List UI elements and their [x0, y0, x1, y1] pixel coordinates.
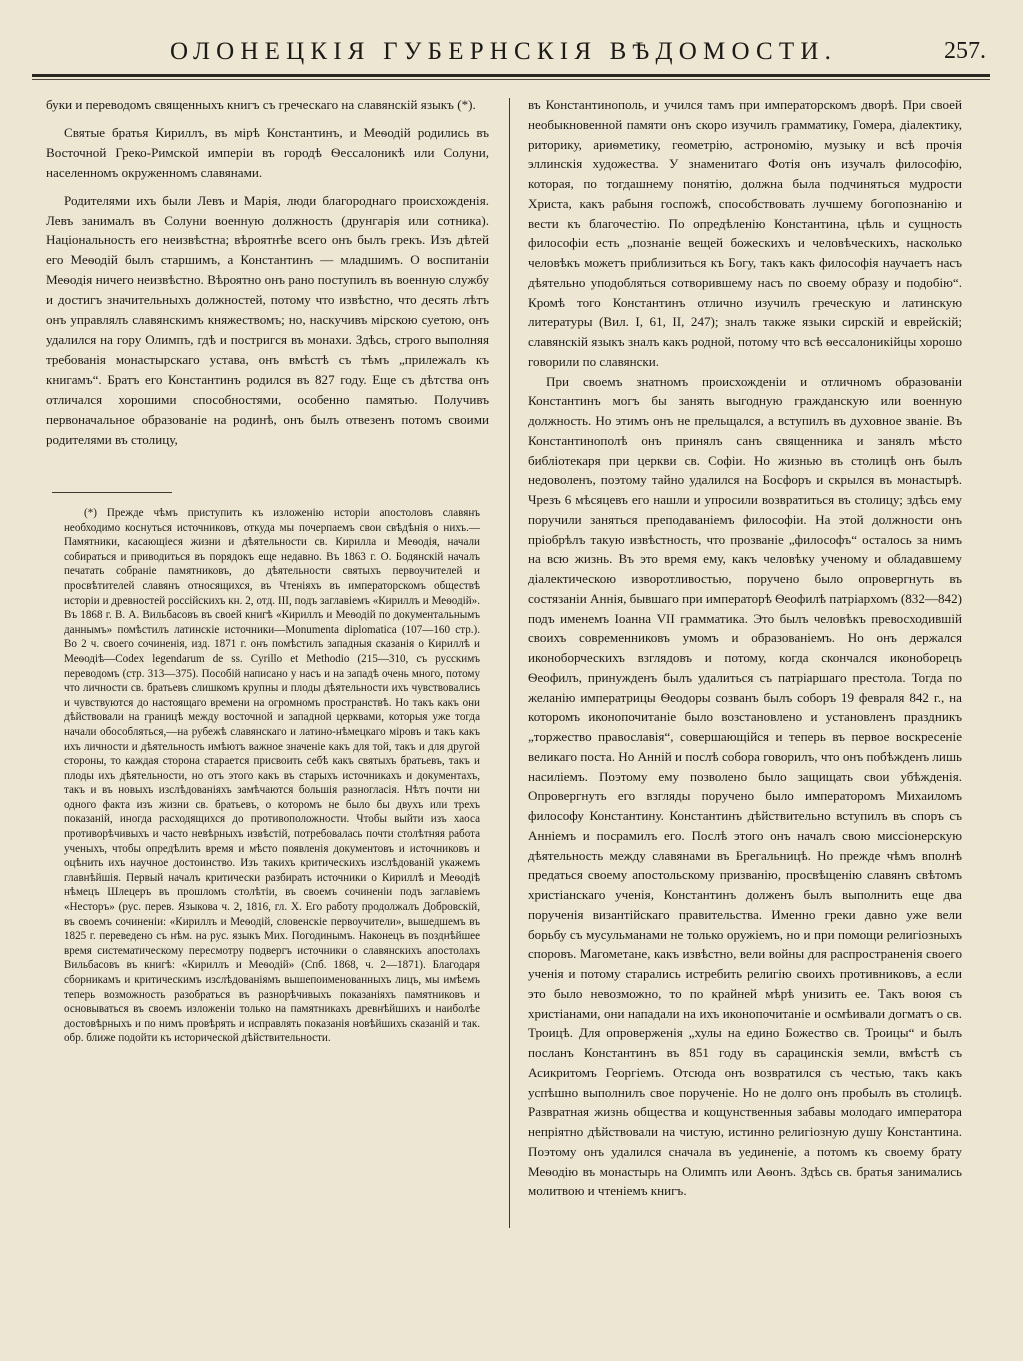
footnote-text: (*) Прежде чѣмъ приступить къ изложенію исторіи апостоловъ славянъ необходимо коснуться источниковъ, откуда мы почерпаемъ свои свѣдѣнія о нихъ.—Памятники, касающіеся жизни и дѣятельности св. Кирилла и Меѳодія, начали собираться и приводиться въ порядокъ еще недавно. Въ 1863 г. О. Бодянскій началъ печатать собраніе памятниковъ, до дѣятельности святыхъ первоучителей и просвѣтителей славянъ относящихся, въ Чтеніяхъ въ императорскомъ обществѣ исторіи и древностей россійскихъ кн. 2, отд. III, подъ заглавіемъ «Кириллъ и Меѳодій». Въ 1868 г. В. А. Вильбасовъ въ своей книгѣ «Кириллъ и Меѳодій по документальнымъ даннымъ» помѣстилъ латинскіе источники—Monumenta diplomatica (107—160 стр.). Во 2 ч. своего сочиненія, изд. 1871 г. онъ помѣстилъ западныя сказанія о Кириллѣ и Меѳодіѣ—Codex legendarum de ss. Cyrillo et Methodio (215—310, съ русскимъ переводомъ (стр. 313—375). Пособій написано у насъ и на западѣ очень много, потому что личности св. братьевъ слишкомъ крупны и плоды дѣятельности ихъ чувствовались и чувствуются до настоящаго времени на огромномъ пространствѣ. Но такъ какъ они дѣйствовали на границѣ между восточной и западной церквами, которыя уже тогда начали обособляться,—на рубежѣ славянскаго и латино-нѣмецкаго міровъ и такъ какъ ихъ личности и дѣятельность имѣютъ важное значеніе какъ для той, такъ и для другой стороны, то каждая сторона старается присвоить себѣ какъ святыхъ братьевъ, такъ и плоды ихъ дѣятельности, но отъ этого какъ въ старыхъ источникахъ и документахъ, такъ и въ новыхъ изслѣдованіяхъ замѣчаются большія разногласія. Нѣтъ почти ни одного факта изъ жизни св. братьевъ, о которомъ не было бы двухъ или трехъ показаній, иногда расходящихся до противоположности. Чтобы выйти изъ хаоса противорѣчивыхъ и часто невѣрныхъ извѣстій, потребовалась почти столѣтняя работа ученыхъ, чтобы опредѣлить время и мѣсто появленія документовъ и источниковъ и оцѣнить ихъ научное достоинство. Изъ такихъ критическихъ изслѣдованій укажемъ главнѣйшія. Первый началъ критически разбирать источники о Кириллѣ и Меѳодіѣ нѣмецъ Шлецеръ въ прошломъ столѣтіи, въ своемъ сочиненіи подъ заглавіемъ «Несторъ» (рус. перев. Языкова ч. 2, 1816, гл. X. Его работу продолжалъ Добровскій, въ своемъ сочиненіи: «Кириллъ и Меѳодій, словенскіе первоучители», вышедшемъ въ 1825 г. переведено съ нѣм. на рус. языкъ Мих. Погодинымъ. Наконецъ въ позднѣйшее время систематическому пересмотру подвергъ источники о славянскихъ апостолахъ Вильбасовъ въ книгѣ: «Кириллъ и Меѳодій» (Спб. 1868, ч. 2—1871). Благодаря сборникамъ и критическимъ изслѣдованіямъ вышепоименованныхъ лицъ, мы имѣемъ теперь возможность разобраться въ разнорѣчивыхъ показаніяхъ памятниковъ и основываться въ своемъ изложеніи только на памятникахъ древнѣйшихъ и наиболѣе достовѣрныхъ и по нимъ провѣрять и исправлять показанія новѣйшихъ сказаній и так. обр. ближе подойти къ исторической дѣйствительности. — [64, 507, 480, 1045]
paragraph: При своемъ знатномъ происхожденіи и отличномъ образованіи Константинъ могъ бы занять выгодную гражданскую или военную должность. Но этимъ онъ не прельщался, а вступилъ въ духовное званіе. Въ Константинополѣ онъ принялъ санъ священника и занялъ мѣсто библіотекаря при церкви св. Софіи. Но жизнью въ столицѣ онъ былъ недоволенъ, поэтому тайно удалился на Босфоръ и скрылся въ монастырѣ. Чрезъ 6 мѣсяцевъ его нашли и упросили возвратиться въ столицу; здѣсь ему поручили заняться преподаваніемъ философіи. На этой должности онъ пріобрѣлъ такую извѣстность, что прозваніе „философъ“ осталось за нимъ на всю жизнь. Въ это время ему, какъ человѣку ученому и обладавшему діалектическою изворотливостью, поручено было опровергнуть въ состязаніи Аннія, бывшаго при императорѣ Ѳеофилѣ патріархомъ (832—842) подъ именемъ Іоанна VII грамматика. Это былъ человѣкъ превосходившій своихъ современниковъ умомъ и образованіемъ. Но онъ держался иконоборческихъ взглядовъ и потому, когда скончался иконоборецъ Ѳеофилъ, принужденъ былъ удалиться съ патріаршаго престола. Тогда по желанію императрицы Ѳеодоры созванъ былъ соборъ 19 февраля 842 г., на которомъ иконопочитаніе было возстановлено и установленъ праздникъ „торжество православія“, совершающійся и теперь въ первое воскресеніе великаго поста. Но Анній и послѣ собора говорилъ, что онъ побѣжденъ лишь насиліемъ. Поэтому ему позволено было защищать свои убѣжденія. Опровергнуть его взгляды поручено было императоромъ Михаиломъ философу Константину. Константинъ дѣйствительно вступилъ въ споръ съ Анніемъ и посрамилъ его. Послѣ этого онъ началъ свою миссіонерскую дѣятельность между славянами въ Брегальницѣ. Но прежде чѣмъ вполнѣ предаться своему апостольскому призванію, просвѣщенію славянъ свѣтомъ христіанскаго ученія, Константинъ долженъ былъ выполнить еще два порученія византійскаго правительства. Именно греки давно уже вели борьбу съ мусульманами не только оружіемъ, но и при помощи религіозныхъ споровъ. Магометане, какъ извѣстно, вели войны для распространенія своего ученія и потому старались истребить религію своихъ противниковъ, а если это было невозможно, то по крайней мѣрѣ унизить ее. Такъ воюя съ христіанами, они нападали на ихъ иконопочитаніе и осмѣивали догматъ о св. Троицѣ. Для опроверженія „хулы на едино Божество св. Троицы“ и былъ посланъ Константинъ въ 851 году въ сарацинскія земли, вмѣстѣ съ Асикритомъ Георгіемъ. Отсюда онъ возвратился съ честью, такъ какъ успѣшно выполнилъ свое порученіе. Но не долго онъ пробылъ въ столицѣ. Развратная жизнь общества и кощунственныя забавы молодаго императора непріятно дѣйствовали на чистую, истинно религіозную душу Константина. Поэтому онъ удалился сначала въ уединеніе, а потомъ къ своему брату Меѳодію въ монастырь на Олимпъ или Аѳонъ. Здѣсь св. братья занимались молитвою и чтеніемъ книгъ. — [528, 373, 962, 1199]
newspaper-title: ОЛОНЕЦКІЯ ГУБЕРНСКІЯ ВѢДОМОСТИ. — [170, 38, 838, 65]
paragraph: Родителями ихъ были Левъ и Марія, люди благороднаго происхожденія. Левъ занималъ въ Солуни военную должность (друнгарія или сотника). Національность его неизвѣстна; вѣроятнѣе всего онъ былъ грекъ. Изъ дѣтей его Меѳодій былъ старшимъ, а Константинъ — младшимъ. О воспитаніи Меѳодія ничего неизвѣстно. Вѣроятно онъ рано поступилъ въ военную службу и достигъ значительныхъ должностей, потому что извѣстно, что десять лѣтъ онъ управлялъ славянскимъ княжествомъ; но, наскучивъ мірскою суетою, онъ удалился на гору Олимпъ, гдѣ и постригся въ монахи. Здѣсь, строго выполняя требованія монастырскаго устава, онъ вмѣстѣ съ тѣмъ „прилежалъ къ книгамъ“. Братъ его Константинъ родился въ 827 году. Еще съ дѣтства онъ отличался хорошими способностями, особенно памятью. Получивъ первоначальное образованіе на родинѣ, онъ былъ отвезенъ потомъ своими родителями въ столицу, — [46, 192, 489, 447]
column-divider — [509, 98, 510, 1228]
footnote — [64, 506, 480, 1046]
page-header — [40, 34, 990, 70]
footnote-separator — [52, 492, 172, 493]
header-rule-thick — [32, 74, 990, 77]
right-column — [528, 95, 962, 1201]
left-column — [46, 95, 489, 449]
page-number: 257. — [944, 38, 986, 64]
header-rule-thin — [32, 79, 990, 80]
paragraph: буки и переводомъ священныхъ книгъ съ греческаго на славянскій языкъ (*). — [46, 97, 476, 112]
paragraph: въ Константинополь, и учился тамъ при императорскомъ дворѣ. При своей необыкновенной памяти онъ скоро изучилъ грамматику, Гомера, діалектику, риторику, ариѳметику, геометрію, астрономію, музыку и всѣ прочія эллинскія художества. У знаменитаго Фотія онъ изучалъ философію, которая, по тогдашнему понятію, должна была подчиняться мудрости Христа, какъ рабыня госпожѣ, способствовать лучшему богопознанію и вести къ благочестію. По опредѣленію Константина, цѣль и сущность философіи есть „познаніе вещей божескихъ и человѣческихъ, насколько человѣкъ можетъ приблизиться къ Богу, такъ какъ философія научаетъ насъ дѣятельно уподобляться сотворившему насъ по своему образу и подобію“. Кромѣ того Константинъ отлично изучилъ греческую и латинскую литературы (Вил. I, 61, II, 247); зналъ также языки сирскій и еврейскій; славянскій языкъ зналъ какъ родной, потому что всѣ ѳессалоникійцы хорошо говорили по славянски. — [528, 97, 962, 369]
paragraph: Святые братья Кириллъ, въ мірѣ Константинъ, и Меѳодій родились въ Восточной Греко-Римской имперіи въ городѣ Ѳессалоникѣ или Солуни, населенномъ окруженномъ славянами. — [46, 124, 489, 180]
